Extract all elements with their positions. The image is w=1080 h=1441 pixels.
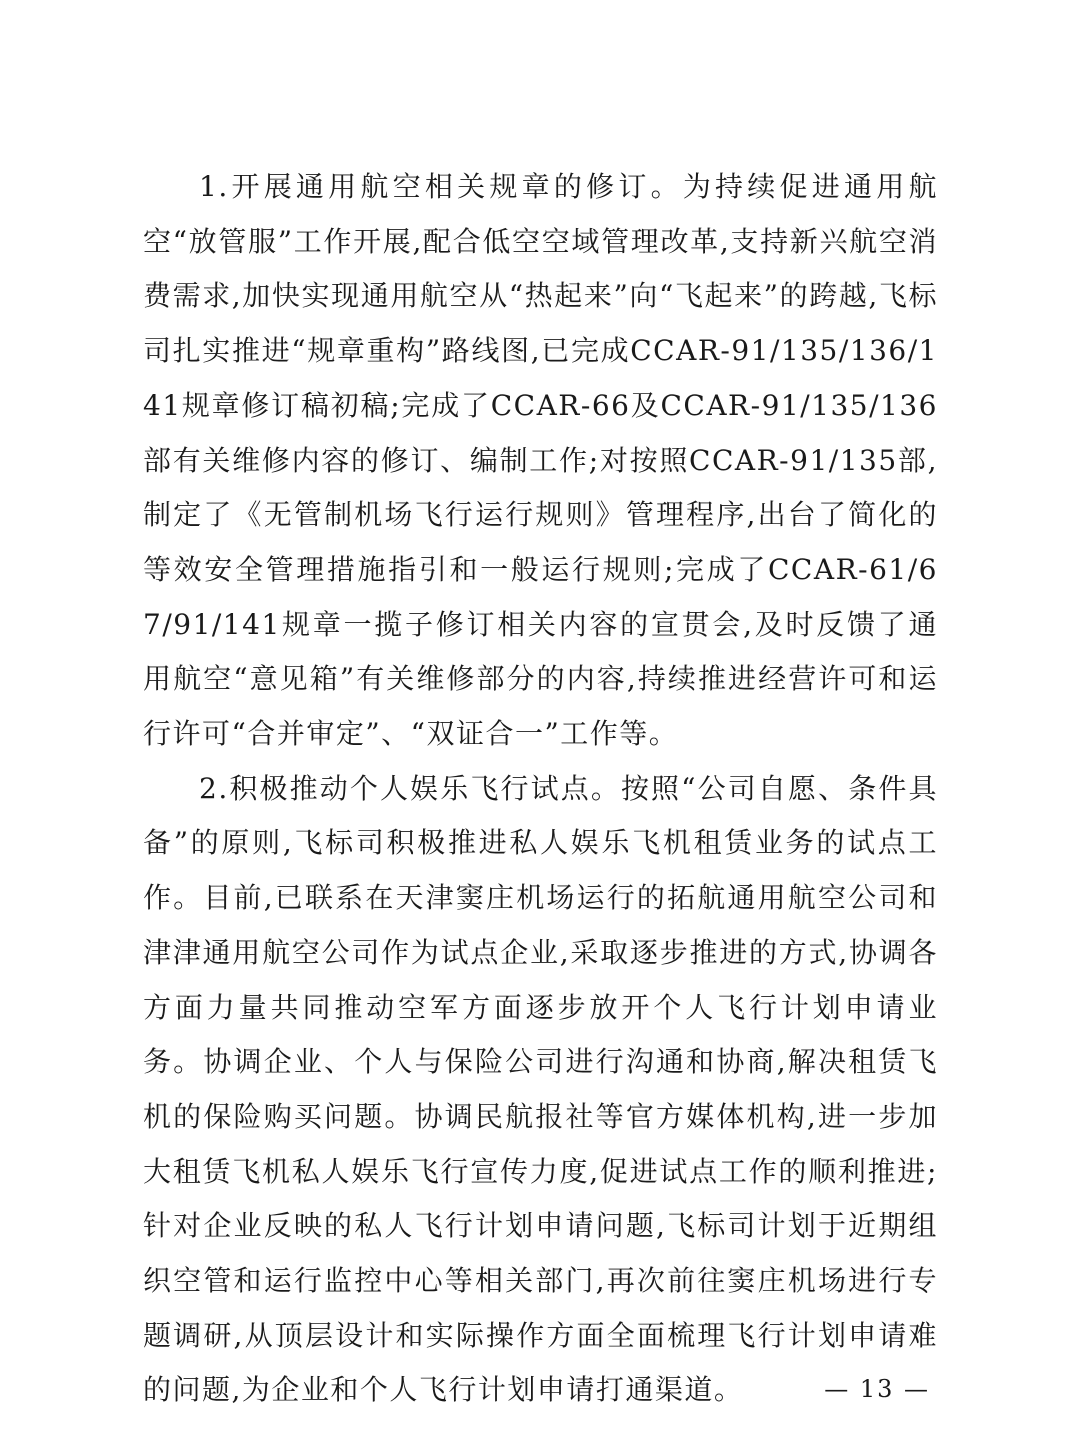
paragraph-personal-flight-pilot: 2.积极推动个人娱乐飞行试点。按照“公司自愿、条件具备”的原则,飞标司积极推进私人娱乐飞机租赁业务的试点工作。目前,已联系在天津窦庄机场运行的拓航通用航空公司和津津通用航空公司作为试点企业,采取逐步推进的方式,协调各方面力量共同推动空军方面逐步放开个人飞行计划申请业务。协调企业、个人与保险公司进行沟通和协商,解决租赁飞机的保险购买问题。协调民航报社等官方媒体机构,进一步加大租赁飞机私人娱乐飞行宣传力度,促进试点工作的顺利推进;针对企业反映的私人飞行计划申请问题,飞标司计划于近期组织空管和运行监控中心等相关部门,再次前往窦庄机场进行专题调研,从顶层设计和实际操作方面全面梳理飞行计划申请难的问题,为企业和个人飞行计划申请打通渠道。 <box>143 771 938 1407</box>
paragraph-regulation-revision: 1.开展通用航空相关规章的修订。为持续促进通用航空“放管服”工作开展,配合低空空域管理改革,支持新兴航空消费需求,加快实现通用航空从“热起来”向“飞起来”的跨越,飞标司扎实推进“规章重构”路线图,已完成CCAR-91/135/136/141规章修订稿初稿;完成了CCAR-66及CCAR-91/135/136部有关维修内容的修订、编制工作;对按照CCAR-91/135部,制定了《无管制机场飞行运行规则》管理程序,出台了简化的等效安全管理措施指引和一般运行规则;完成了CCAR-61/67/91/141规章一揽子修订相关内容的宣贯会,及时反馈了通用航空“意见箱”有关维修部分的内容,持续推进经营许可和运行许可“合并审定”、“双证合一”工作等。 <box>143 170 938 751</box>
document-body <box>143 160 938 1418</box>
page-number: — 13 — <box>824 1375 930 1403</box>
